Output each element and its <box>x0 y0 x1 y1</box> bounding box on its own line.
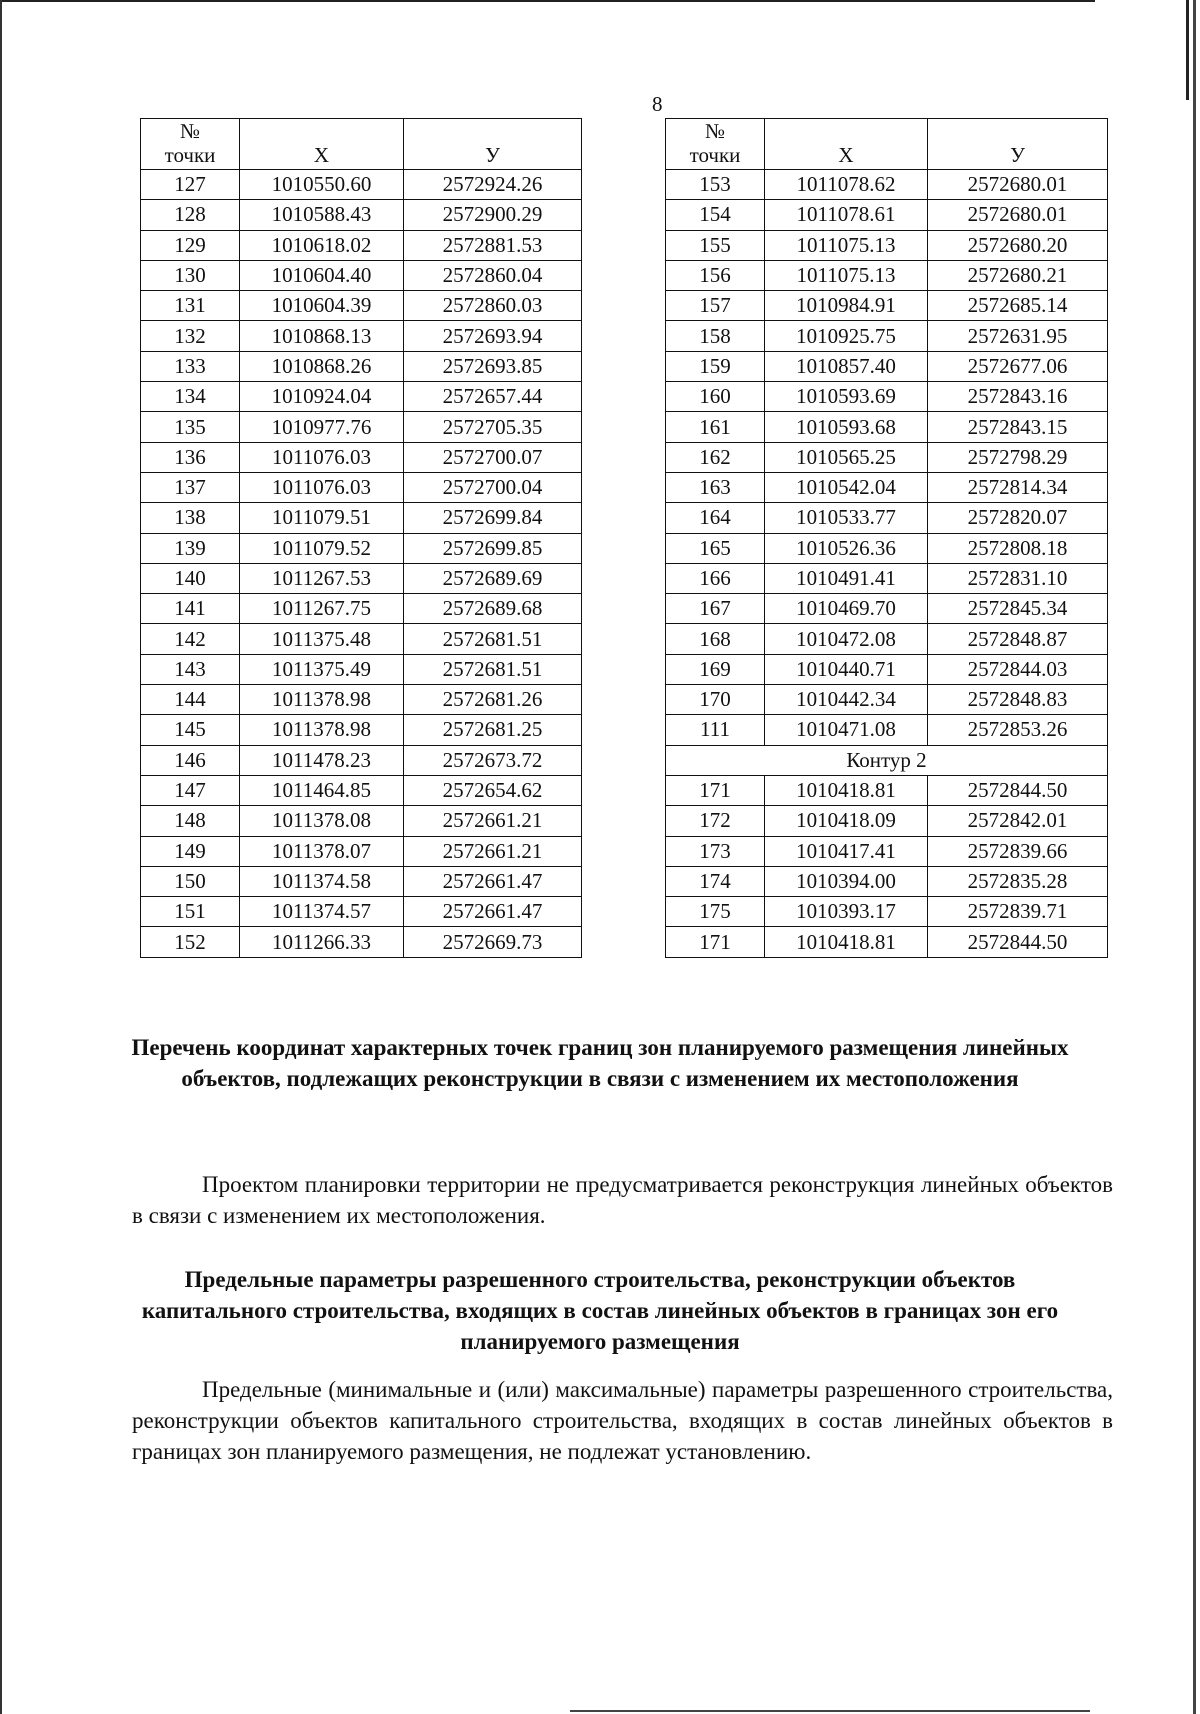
coordinates-table-left <box>140 118 582 958</box>
point-number-cell: 154 <box>666 200 765 230</box>
y-coordinate-cell: 2572673.72 <box>404 745 582 775</box>
x-coordinate-cell: 1010440.71 <box>765 654 928 684</box>
x-coordinate-cell: 1010472.08 <box>765 624 928 654</box>
y-coordinate-cell: 2572848.87 <box>928 624 1108 654</box>
y-coordinate-cell: 2572680.21 <box>928 260 1108 290</box>
table-row <box>141 745 582 775</box>
x-coordinate-cell: 1010542.04 <box>765 472 928 502</box>
x-coordinate-cell: 1011378.98 <box>240 715 404 745</box>
table-row <box>141 563 582 593</box>
table-header-row <box>141 119 582 170</box>
x-coordinate-cell: 1010394.00 <box>765 866 928 896</box>
point-number-cell: 160 <box>666 382 765 412</box>
point-number-cell: 155 <box>666 230 765 260</box>
x-coordinate-cell: 1011464.85 <box>240 775 404 805</box>
table-row <box>141 382 582 412</box>
table-row <box>666 442 1108 472</box>
x-coordinate-cell: 1010618.02 <box>240 230 404 260</box>
point-number-cell: 156 <box>666 260 765 290</box>
x-coordinate-cell: 1010604.40 <box>240 260 404 290</box>
table-row <box>141 170 582 200</box>
x-coordinate-cell: 1010471.08 <box>765 715 928 745</box>
x-coordinate-cell: 1011078.61 <box>765 200 928 230</box>
y-coordinate-cell: 2572700.07 <box>404 442 582 472</box>
table-row <box>141 654 582 684</box>
point-number-cell: 164 <box>666 503 765 533</box>
table-row <box>141 806 582 836</box>
table-row <box>666 624 1108 654</box>
table-row <box>666 351 1108 381</box>
section-heading-coordinates: Перечень координат характерных точек границ зон планируемого размещения линейных объектов, подлежащих реконструкции в связи с изменением их местоположения <box>131 1035 1069 1091</box>
y-coordinate-cell: 2572680.20 <box>928 230 1108 260</box>
point-number-cell: 130 <box>141 260 240 290</box>
x-coordinate-cell: 1011378.08 <box>240 806 404 836</box>
x-coordinate-cell: 1010442.34 <box>765 685 928 715</box>
x-coordinate-cell: 1010526.36 <box>765 533 928 563</box>
x-coordinate-cell: 1010418.81 <box>765 775 928 805</box>
table-row <box>666 382 1108 412</box>
point-number-cell: 128 <box>141 200 240 230</box>
x-coordinate-cell: 1010533.77 <box>765 503 928 533</box>
x-coordinate-cell: 1010418.81 <box>765 927 928 957</box>
y-coordinate-cell: 2572657.44 <box>404 382 582 412</box>
point-number-cell: 145 <box>141 715 240 745</box>
x-coordinate-cell: 1010977.76 <box>240 412 404 442</box>
point-number-cell: 111 <box>666 715 765 745</box>
point-number-cell: 151 <box>141 897 240 927</box>
point-number-cell: 153 <box>666 170 765 200</box>
y-coordinate-cell: 2572843.15 <box>928 412 1108 442</box>
x-coordinate-cell: 1011374.58 <box>240 866 404 896</box>
y-coordinate-cell: 2572699.84 <box>404 503 582 533</box>
y-coordinate-cell: 2572860.04 <box>404 260 582 290</box>
point-number-cell: 172 <box>666 806 765 836</box>
x-coordinate-cell: 1011374.57 <box>240 897 404 927</box>
point-number-cell: 166 <box>666 563 765 593</box>
x-coordinate-cell: 1011378.98 <box>240 685 404 715</box>
y-coordinate-cell: 2572820.07 <box>928 503 1108 533</box>
point-number-cell: 143 <box>141 654 240 684</box>
point-number-cell: 140 <box>141 563 240 593</box>
y-coordinate-cell: 2572654.62 <box>404 775 582 805</box>
y-coordinate-cell: 2572685.14 <box>928 291 1108 321</box>
scan-edge-bottom <box>570 1710 1090 1712</box>
x-coordinate-cell: 1010550.60 <box>240 170 404 200</box>
y-coordinate-cell: 2572689.68 <box>404 594 582 624</box>
y-coordinate-cell: 2572808.18 <box>928 533 1108 563</box>
table-row <box>666 594 1108 624</box>
table-row <box>141 472 582 502</box>
point-number-symbol: № <box>704 119 726 143</box>
point-number-cell: 129 <box>141 230 240 260</box>
table-row <box>141 503 582 533</box>
point-number-cell: 175 <box>666 897 765 927</box>
y-coordinate-cell: 2572848.83 <box>928 685 1108 715</box>
table-row <box>141 624 582 654</box>
x-coordinate-cell: 1011267.53 <box>240 563 404 593</box>
x-coordinate-cell: 1011075.13 <box>765 260 928 290</box>
x-coordinate-cell: 1011267.75 <box>240 594 404 624</box>
table-row <box>666 806 1108 836</box>
y-coordinate-cell: 2572831.10 <box>928 563 1108 593</box>
table-row <box>141 866 582 896</box>
point-number-cell: 127 <box>141 170 240 200</box>
point-number-label: точки <box>164 143 216 167</box>
point-number-cell: 152 <box>141 927 240 957</box>
point-number-cell: 137 <box>141 472 240 502</box>
page-number: 8 <box>652 92 663 116</box>
x-header: Х <box>765 119 928 170</box>
table-row <box>666 715 1108 745</box>
paragraph-reconstruction-note: Проектом планировки территории не предусматривается реконструкция линейных объектов в связи с изменением их местоположения. <box>132 1172 1113 1228</box>
x-coordinate-cell: 1011076.03 <box>240 442 404 472</box>
point-number-cell: 162 <box>666 442 765 472</box>
point-number-cell: 138 <box>141 503 240 533</box>
point-number-cell: 133 <box>141 351 240 381</box>
x-coordinate-cell: 1010925.75 <box>765 321 928 351</box>
y-coordinate-cell: 2572677.06 <box>928 351 1108 381</box>
scan-edge-left <box>0 0 2 1714</box>
x-coordinate-cell: 1010604.39 <box>240 291 404 321</box>
x-coordinate-cell: 1011375.49 <box>240 654 404 684</box>
point-number-cell: 132 <box>141 321 240 351</box>
y-coordinate-cell: 2572681.25 <box>404 715 582 745</box>
point-number-header <box>141 119 240 170</box>
y-coordinate-cell: 2572845.34 <box>928 594 1108 624</box>
y-coordinate-cell: 2572814.34 <box>928 472 1108 502</box>
table-row <box>141 260 582 290</box>
scan-edge-top <box>0 0 1095 2</box>
x-coordinate-cell: 1011075.13 <box>765 230 928 260</box>
table-row <box>141 715 582 745</box>
x-coordinate-cell: 1010868.26 <box>240 351 404 381</box>
table-row <box>666 563 1108 593</box>
point-number-cell: 165 <box>666 533 765 563</box>
point-number-cell: 144 <box>141 685 240 715</box>
contour-label: Контур 2 <box>666 745 1108 775</box>
point-number-cell: 135 <box>141 412 240 442</box>
table-row <box>666 200 1108 230</box>
x-coordinate-cell: 1010593.68 <box>765 412 928 442</box>
point-number-cell: 134 <box>141 382 240 412</box>
point-number-cell: 149 <box>141 836 240 866</box>
y-coordinate-cell: 2572700.04 <box>404 472 582 502</box>
y-coordinate-cell: 2572844.50 <box>928 927 1108 957</box>
section-heading-parameters: Предельные параметры разрешенного строительства, реконструкции объектов капитального строительства, входящих в состав линейных объектов в границах зон его планируемого размещения <box>141 1267 1059 1354</box>
x-coordinate-cell: 1011378.07 <box>240 836 404 866</box>
x-coordinate-cell: 1010868.13 <box>240 321 404 351</box>
x-coordinate-cell: 1010924.04 <box>240 382 404 412</box>
point-number-cell: 146 <box>141 745 240 775</box>
table-row <box>666 685 1108 715</box>
table-body-left <box>141 170 582 958</box>
x-coordinate-cell: 1011079.51 <box>240 503 404 533</box>
scan-edge-right-mark <box>1186 0 1189 100</box>
point-number-cell: 148 <box>141 806 240 836</box>
table-row <box>666 291 1108 321</box>
y-coordinate-cell: 2572681.51 <box>404 654 582 684</box>
x-coordinate-cell: 1011266.33 <box>240 927 404 957</box>
point-number-cell: 150 <box>141 866 240 896</box>
x-coordinate-cell: 1011375.48 <box>240 624 404 654</box>
table-row <box>141 351 582 381</box>
coordinates-table-right <box>665 118 1108 958</box>
table-row <box>666 533 1108 563</box>
x-coordinate-cell: 1010588.43 <box>240 200 404 230</box>
y-coordinate-cell: 2572839.71 <box>928 897 1108 927</box>
table-row <box>141 291 582 321</box>
point-number-cell: 141 <box>141 594 240 624</box>
table-row <box>666 927 1108 957</box>
y-coordinate-cell: 2572853.26 <box>928 715 1108 745</box>
point-number-cell: 163 <box>666 472 765 502</box>
x-coordinate-cell: 1011478.23 <box>240 745 404 775</box>
point-number-cell: 131 <box>141 291 240 321</box>
point-number-cell: 139 <box>141 533 240 563</box>
point-number-cell: 142 <box>141 624 240 654</box>
y-coordinate-cell: 2572681.51 <box>404 624 582 654</box>
table-row <box>666 230 1108 260</box>
y-coordinate-cell: 2572844.03 <box>928 654 1108 684</box>
x-coordinate-cell: 1010393.17 <box>765 897 928 927</box>
y-coordinate-cell: 2572842.01 <box>928 806 1108 836</box>
point-number-cell: 171 <box>666 927 765 957</box>
point-number-cell: 169 <box>666 654 765 684</box>
y-coordinate-cell: 2572661.21 <box>404 836 582 866</box>
table-row <box>141 927 582 957</box>
y-coordinate-cell: 2572661.47 <box>404 897 582 927</box>
y-header: У <box>928 119 1108 170</box>
x-coordinate-cell: 1010491.41 <box>765 563 928 593</box>
y-coordinate-cell: 2572661.47 <box>404 866 582 896</box>
x-coordinate-cell: 1010565.25 <box>765 442 928 472</box>
x-header: Х <box>240 119 404 170</box>
y-coordinate-cell: 2572798.29 <box>928 442 1108 472</box>
table-row <box>666 866 1108 896</box>
x-coordinate-cell: 1011078.62 <box>765 170 928 200</box>
table-row <box>666 897 1108 927</box>
x-coordinate-cell: 1010417.41 <box>765 836 928 866</box>
y-coordinate-cell: 2572843.16 <box>928 382 1108 412</box>
table-row <box>141 897 582 927</box>
table-row <box>666 654 1108 684</box>
point-number-cell: 173 <box>666 836 765 866</box>
table-header-row <box>666 119 1108 170</box>
table-row <box>666 472 1108 502</box>
y-coordinate-cell: 2572900.29 <box>404 200 582 230</box>
contour-label-row <box>666 745 1108 775</box>
table-row <box>666 260 1108 290</box>
y-coordinate-cell: 2572693.94 <box>404 321 582 351</box>
point-number-cell: 167 <box>666 594 765 624</box>
x-coordinate-cell: 1010469.70 <box>765 594 928 624</box>
point-number-cell: 161 <box>666 412 765 442</box>
point-number-cell: 147 <box>141 775 240 805</box>
point-number-cell: 174 <box>666 866 765 896</box>
point-number-cell: 159 <box>666 351 765 381</box>
y-header: У <box>404 119 582 170</box>
table-row <box>141 685 582 715</box>
point-number-cell: 136 <box>141 442 240 472</box>
x-coordinate-cell: 1010984.91 <box>765 291 928 321</box>
point-number-cell: 157 <box>666 291 765 321</box>
point-number-cell: 170 <box>666 685 765 715</box>
y-coordinate-cell: 2572689.69 <box>404 563 582 593</box>
table-row <box>666 836 1108 866</box>
y-coordinate-cell: 2572693.85 <box>404 351 582 381</box>
y-coordinate-cell: 2572699.85 <box>404 533 582 563</box>
table-row <box>141 442 582 472</box>
y-coordinate-cell: 2572681.26 <box>404 685 582 715</box>
table-row <box>141 775 582 805</box>
y-coordinate-cell: 2572881.53 <box>404 230 582 260</box>
table-row <box>666 503 1108 533</box>
y-coordinate-cell: 2572669.73 <box>404 927 582 957</box>
table-row <box>141 412 582 442</box>
table-row <box>141 836 582 866</box>
x-coordinate-cell: 1010418.09 <box>765 806 928 836</box>
table-row <box>666 321 1108 351</box>
point-number-header <box>666 119 765 170</box>
y-coordinate-cell: 2572680.01 <box>928 200 1108 230</box>
point-number-label: точки <box>689 143 741 167</box>
table-row <box>666 412 1108 442</box>
point-number-symbol: № <box>179 119 201 143</box>
point-number-cell: 158 <box>666 321 765 351</box>
point-number-cell: 171 <box>666 775 765 805</box>
table-row <box>141 321 582 351</box>
x-coordinate-cell: 1011076.03 <box>240 472 404 502</box>
table-row <box>141 200 582 230</box>
y-coordinate-cell: 2572835.28 <box>928 866 1108 896</box>
y-coordinate-cell: 2572680.01 <box>928 170 1108 200</box>
table-row <box>141 533 582 563</box>
table-row <box>141 594 582 624</box>
scan-edge-right <box>1193 0 1196 1714</box>
y-coordinate-cell: 2572924.26 <box>404 170 582 200</box>
y-coordinate-cell: 2572860.03 <box>404 291 582 321</box>
y-coordinate-cell: 2572705.35 <box>404 412 582 442</box>
x-coordinate-cell: 1010593.69 <box>765 382 928 412</box>
y-coordinate-cell: 2572844.50 <box>928 775 1108 805</box>
table-body-right <box>666 170 1108 958</box>
y-coordinate-cell: 2572631.95 <box>928 321 1108 351</box>
x-coordinate-cell: 1011079.52 <box>240 533 404 563</box>
table-row <box>666 775 1108 805</box>
y-coordinate-cell: 2572839.66 <box>928 836 1108 866</box>
y-coordinate-cell: 2572661.21 <box>404 806 582 836</box>
point-number-cell: 168 <box>666 624 765 654</box>
paragraph-parameters-note: Предельные (минимальные и (или) максимальные) параметры разрешенного строительства, реконструкции объектов капитального строительства, входящих в состав линейных объектов в границах зон планируемого размещения, не подлежат установлению. <box>132 1377 1113 1464</box>
x-coordinate-cell: 1010857.40 <box>765 351 928 381</box>
table-row <box>141 230 582 260</box>
table-row <box>666 170 1108 200</box>
